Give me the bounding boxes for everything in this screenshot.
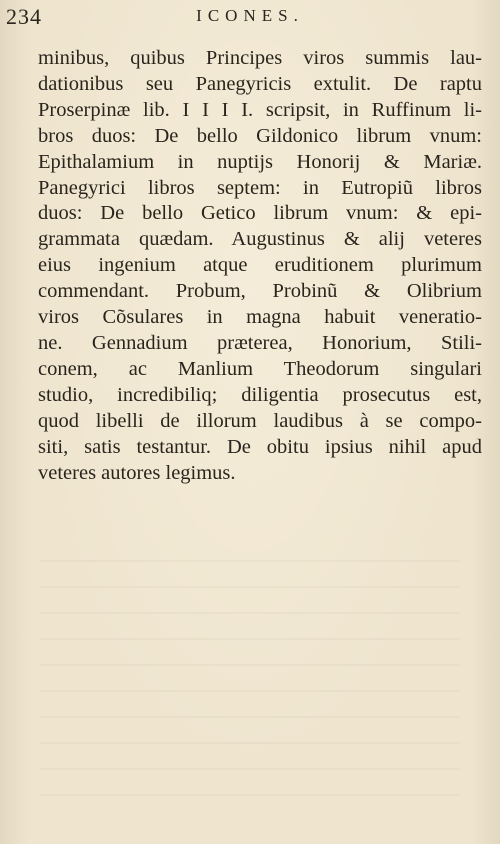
- text-line: viros Cõsulares in magna habuit veneratio-: [38, 306, 482, 329]
- body-text: [38, 46, 482, 486]
- text-line: duos: De bello Getico librum vnum: & epi-: [38, 202, 482, 225]
- text-line: quod libelli de illorum laudibus à se compo-: [38, 409, 482, 432]
- text-line: Panegyrici libros septem: in Eutropiũ libros: [38, 176, 482, 199]
- text-line: eius ingenium atque eruditionem plurimum: [38, 254, 482, 277]
- text-line: conem, ac Manlium Theodorum singulari: [38, 357, 482, 380]
- text-line: minibus, quibus Principes viros summis lau-: [38, 47, 482, 69]
- text-line: Epithalamium in nuptijs Honorij & Mariæ.: [38, 150, 482, 173]
- running-head: ICONES.: [196, 6, 304, 25]
- text-line: bros duos: De bello Gildonico librum vnum:: [38, 124, 482, 147]
- text-line: studio, incredibiliq; diligentia prosecutus est,: [38, 383, 482, 406]
- text-line: commendant. Probum, Probinũ & Olibrium: [38, 280, 482, 303]
- text-line: dationibus seu Panegyricis extulit. De raptu: [38, 72, 482, 95]
- text-line: Proserpinæ lib. I I I I. scripsit, in Ruffinum li-: [38, 98, 482, 121]
- text-line: siti, satis testantur. De obitu ipsius nihil apud: [38, 435, 482, 458]
- text-line: grammata quædam. Augustinus & alij veteres: [38, 228, 482, 251]
- text-line: ne. Gennadium præterea, Honorium, Stili-: [38, 331, 482, 354]
- text-line: veteres autores legimus.: [38, 461, 236, 484]
- page-number: 234: [6, 4, 42, 29]
- paper-show-through: [40, 560, 460, 810]
